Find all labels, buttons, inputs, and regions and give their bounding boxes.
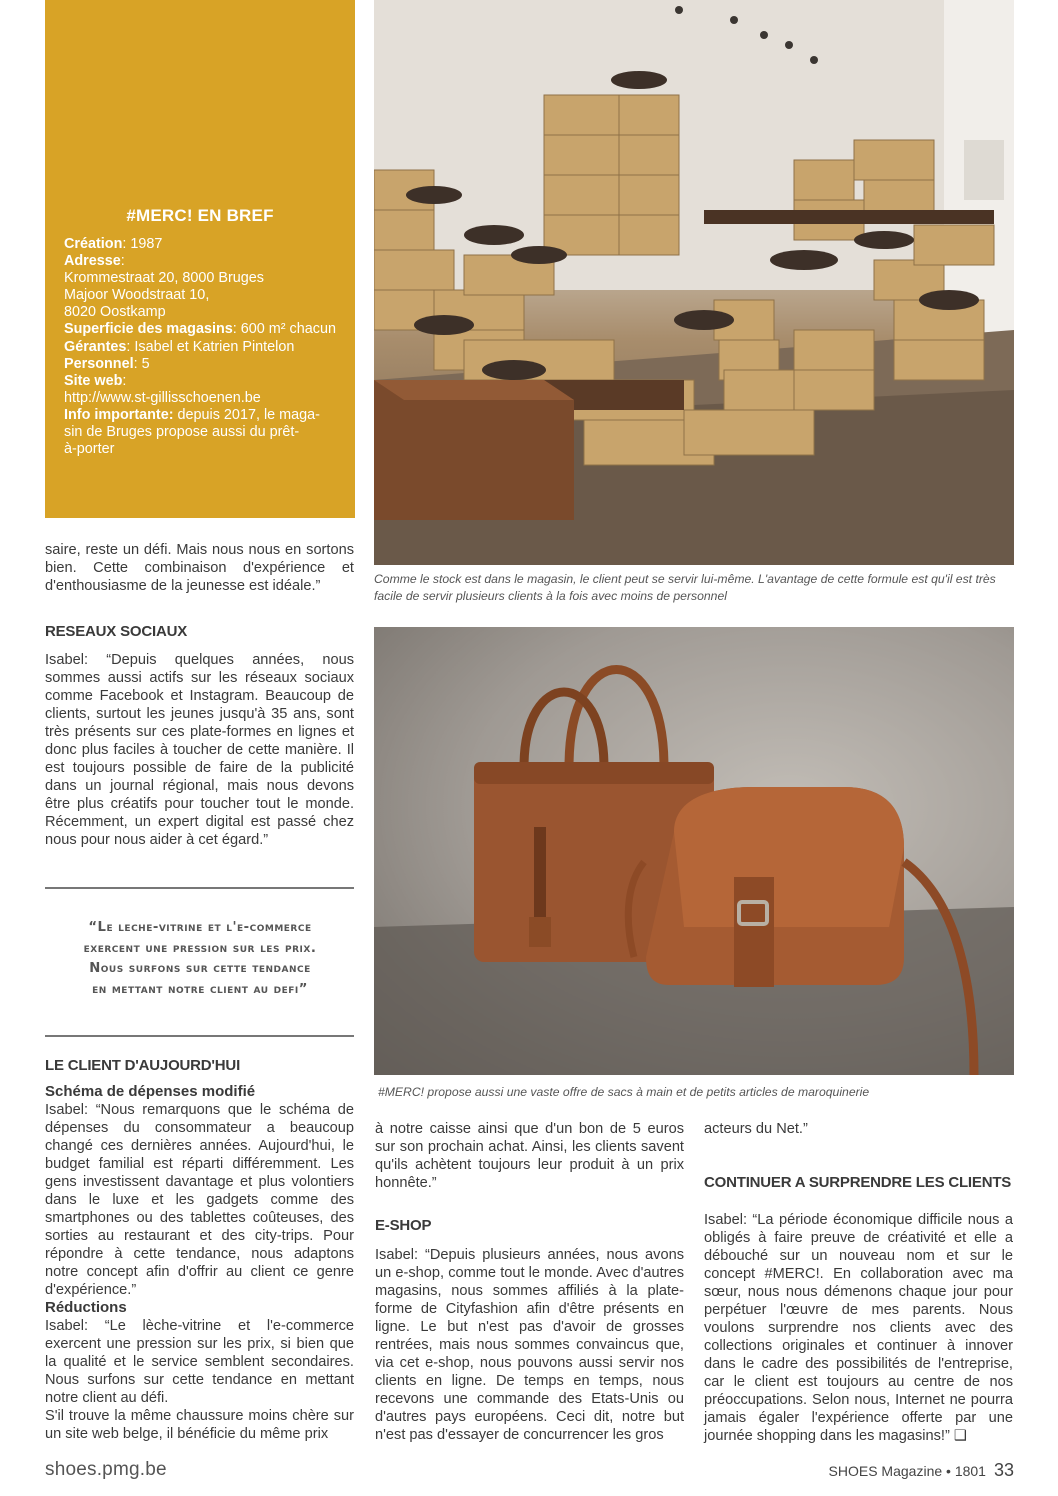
- pullquote-bottom-rule: [45, 1035, 354, 1037]
- reductions-text: Isabel: “Le lèche-vitrine et l'e-commerce exercent une pression sur les prix, si bien que la qualité et le service semblent secondaires. Nous surfons sur cette tendance en mettant notre client au défi.: [45, 1318, 354, 1406]
- eshop-text: Isabel: “Depuis plusieurs années, nous avons un e-shop, comme tout le monde. Avec d'autres magasins, nous sommes affiliés à la plate-forme de Cityfashion afin d'être présents en ligne. Le but n'est pas d'avoir de grosses rentrées, mais nous sommes convaincus que, via cet e-shop, nous pouvons aussi servir nos clients en ligne. De temps en temps, nous recevons une commande des Etats-Unis ou d'autres pays européens. Ceci dit, notre but n'est pas d'essayer de concurrencer les gros: [375, 1247, 684, 1443]
- surface-label: Superficie des magasins: [64, 321, 233, 338]
- website-link[interactable]: http://www.st-gillisschoenen.be: [64, 389, 261, 406]
- spending-text: Isabel: “Nous remarquons que le schéma de dépenses du consommateur a beaucoup changé ces dernières années. Aujourd'hui, le budget familial est réparti différemment. Les gens investissent davantage et plus volontiers dans le luxe et les gadgets comme des smartphones ou des tablettes coûteuses, des sorties au restaurant et des city-trips. Pour répondre à cette tendance, nous adaptons notre concept afin d'offrir au client ce genre d'expérience.”: [45, 1102, 354, 1298]
- pullquote-line: en mettant notre client au defi”: [92, 981, 308, 997]
- reductions-subhead: Réductions: [45, 1299, 127, 1316]
- info-label: Info importante:: [64, 406, 174, 423]
- eshop-heading: E-SHOP: [375, 1217, 432, 1234]
- info-value: à-porter: [64, 441, 115, 458]
- creation-value: : 1987: [122, 236, 163, 252]
- spending-subhead: Schéma de dépenses modifié: [45, 1083, 256, 1100]
- reductions-text: S'il trouve la même chaussure moins chère sur un site web belge, il bénéficie du même prix: [45, 1408, 354, 1442]
- handbags-photo: [374, 627, 1014, 1075]
- address-line: Majoor Woodstraat 10,: [64, 287, 210, 304]
- shop-photo-caption: Comme le stock est dans le magasin, le client peut se servir lui-même. L'avantage de cette formule est qu'il est très facile de servir plusieurs clients à la fois avec moins de personnel: [374, 572, 996, 603]
- bags-photo-caption: #MERC! propose aussi une vaste offre de sacs à main et de petits articles de maroquinerie: [378, 1085, 870, 1099]
- info-box-facts: [64, 236, 344, 458]
- creation-label: Création: [64, 236, 123, 252]
- website-colon: :: [122, 372, 127, 389]
- info-value: depuis 2017, le maga-: [173, 406, 320, 423]
- shop-interior-illustration: [374, 0, 1014, 565]
- pullquote: [55, 918, 345, 1000]
- address-colon: :: [120, 253, 125, 270]
- managers-value: : Isabel et Katrien Pintelon: [126, 338, 295, 355]
- col2-intro: à notre caisse ainsi que d'un bon de 5 euros sur son prochain achat. Ainsi, les clients savent qu'ils achètent toujours leur produit à un prix honnête.”: [375, 1121, 684, 1191]
- col1-intro: saire, reste un défi. Mais nous nous en sortons bien. Cette combinaison d'expérience et d'enthousiasme de la jeunesse est idéale.”: [45, 542, 354, 594]
- pullquote-top-rule: [45, 887, 354, 889]
- col3-intro: acteurs du Net.”: [704, 1121, 808, 1137]
- pullquote-line: Nous surfons sur cette tendance: [89, 961, 311, 976]
- reductions-section: [45, 1299, 354, 1443]
- staff-label: Personnel: [64, 355, 134, 372]
- footer-site-link[interactable]: shoes.pmg.be: [45, 1459, 167, 1480]
- page-number: 33: [993, 1460, 1014, 1480]
- social-text: Isabel: “Depuis quelques années, nous sommes aussi actifs sur les réseaux sociaux comme Facebook et Instagram. Beaucoup de clients, surtout les jeunes jusqu'à 35 ans, sont très présents sur ces plate-formes en lignes et donc plus faciles à toucher de cette manière. Il est toujours possible de faire de la publicité dans un journal régional, mais nous devons être plus créatifs pour toucher tout le monde. Récemment, un expert digital est passé chez nous pour nous aider à cet égard.”: [45, 652, 354, 848]
- footer-magazine: [829, 1460, 1014, 1481]
- client-section: [45, 1083, 354, 1299]
- info-box: [45, 0, 355, 518]
- address-line: Krommestraat 20, 8000 Bruges: [64, 270, 264, 287]
- surprise-text: Isabel: “La période économique difficile nous a obligés à faire preuve de créativité et elle a débouché sur un nouveau nom et sur le concept #MERC!. En collaboration avec ma sœur, nous nous démenons chaque jour pour perpétuer l'œuvre de mes parents. Nous voulons surprendre nos clients avec des collections originales et continuer à innover dans le cadre des possibilités de l'entreprise, car le client est toujours au centre de nos préoccupations. Selon nous, Internet ne pourra jamais égaler l'expérience offerte par une journée shopping dans les magasins!” ❑: [704, 1212, 1013, 1444]
- info-box-title: #MERC! EN BREF: [126, 206, 274, 225]
- website-label: Site web: [64, 372, 123, 389]
- handbags-illustration: [374, 627, 1014, 1075]
- surprise-heading: CONTINUER A SURPRENDRE LES CLIENTS: [704, 1174, 1012, 1191]
- surface-value: : 600 m² chacun: [232, 321, 336, 338]
- client-heading: LE CLIENT D'AUJOURD'HUI: [45, 1057, 241, 1074]
- managers-label: Gérantes: [64, 338, 127, 355]
- address-label: Adresse: [64, 253, 121, 270]
- staff-value: : 5: [133, 355, 150, 372]
- magazine-issue: SHOES Magazine • 1801: [828, 1463, 986, 1479]
- info-value: sin de Bruges propose aussi du prêt-: [64, 424, 300, 441]
- social-heading: RESEAUX SOCIAUX: [45, 623, 188, 640]
- pullquote-line: exercent une pression sur les prix.: [83, 940, 317, 956]
- shop-interior-photo: [374, 0, 1014, 565]
- pullquote-line: “Le leche-vitrine et l'e-commerce: [88, 920, 312, 935]
- address-line: 8020 Oostkamp: [64, 304, 166, 321]
